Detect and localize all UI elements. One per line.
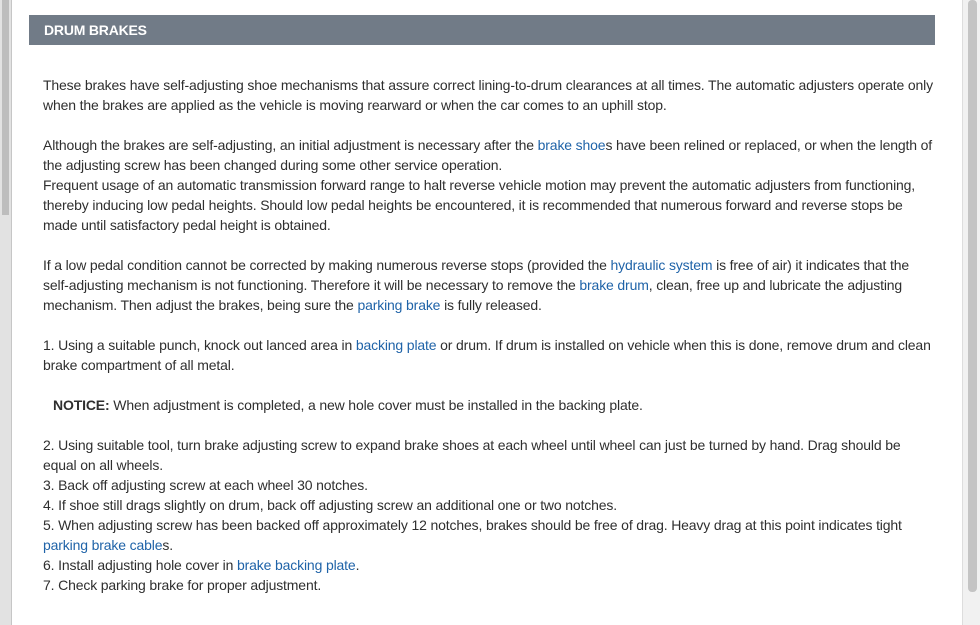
link-brake-shoe[interactable]: brake shoe [537, 137, 606, 153]
link-hydraulic-system[interactable]: hydraulic system [610, 257, 713, 273]
notice-label: NOTICE: [53, 397, 110, 413]
paragraph-forward-range: Frequent usage of an automatic transmission forward range to halt reverse vehicle motion may prevent the automatic adjusters from functioning, thereby inducing low pedal heights. Should low pedal heights be encountered, it is recommended that numerous forward and reverse stops be made until satisfactory pedal height is obtained. [43, 177, 916, 233]
vertical-scrollbar[interactable] [962, 0, 980, 625]
section-title: DRUM BRAKES [44, 22, 147, 38]
link-backing-plate[interactable]: backing plate [355, 337, 437, 353]
paragraph-initial-adjustment: Although the brakes are self-adjusting, an initial adjustment is necessary after the brake shoes have been relined or replaced, or when the length of the adjusting screw has been changed during some other service operation. [43, 137, 933, 173]
step-2: 2. Using suitable tool, turn brake adjusting screw to expand brake shoes at each wheel until wheel can just be turned by hand. Drag should be equal on all wheels. [43, 437, 901, 473]
notice [29, 395, 935, 415]
notice-text: When adjustment is completed, a new hole cover must be installed in the backing plate. [109, 397, 643, 413]
scrollbar-thumb[interactable] [968, 0, 977, 592]
link-brake-backing-plate[interactable]: brake backing plate [236, 557, 356, 573]
step-5: 5. When adjusting screw has been backed off approximately 12 notches, brakes should be free of drag. Heavy drag at this point indicates tight parking brake cables. [43, 517, 902, 553]
link-brake-drum[interactable]: brake drum [579, 277, 649, 293]
step-3: 3. Back off adjusting screw at each wheel 30 notches. [43, 477, 368, 493]
section-header [29, 15, 935, 45]
left-scroll-thumb[interactable] [2, 0, 9, 215]
paragraph-low-pedal: If a low pedal condition cannot be corrected by making numerous reverse stops (provided the hydraulic system is free of air) it indicates that the self-adjusting mechanism is not functioning. Therefore it will be necessary to remove the brake drum, clean, free up and lubricate the adjusting mechanism. Then adjust the brakes, being sure the parking brake is fully released. [43, 257, 910, 313]
paragraph-intro: These brakes have self-adjusting shoe mechanisms that assure correct lining-to-drum clearances at all times. The automatic adjusters operate only when the brakes are applied as the vehicle is moving rearward or when the car comes to an uphill stop. [43, 77, 933, 113]
left-window-edge [0, 0, 12, 625]
step-1: 1. Using a suitable punch, knock out lanced area in backing plate or drum. If drum is installed on vehicle when this is done, remove drum and clean brake compartment of all metal. [43, 337, 931, 373]
step-7: 7. Check parking brake for proper adjustment. [43, 577, 322, 593]
document-content [29, 75, 935, 595]
link-parking-brake-cable[interactable]: parking brake cable [43, 537, 163, 553]
link-parking-brake[interactable]: parking brake [357, 297, 441, 313]
step-6: 6. Install adjusting hole cover in brake backing plate. [43, 557, 360, 573]
step-4: 4. If shoe still drags slightly on drum, back off adjusting screw an additional one or two notches. [43, 497, 617, 513]
